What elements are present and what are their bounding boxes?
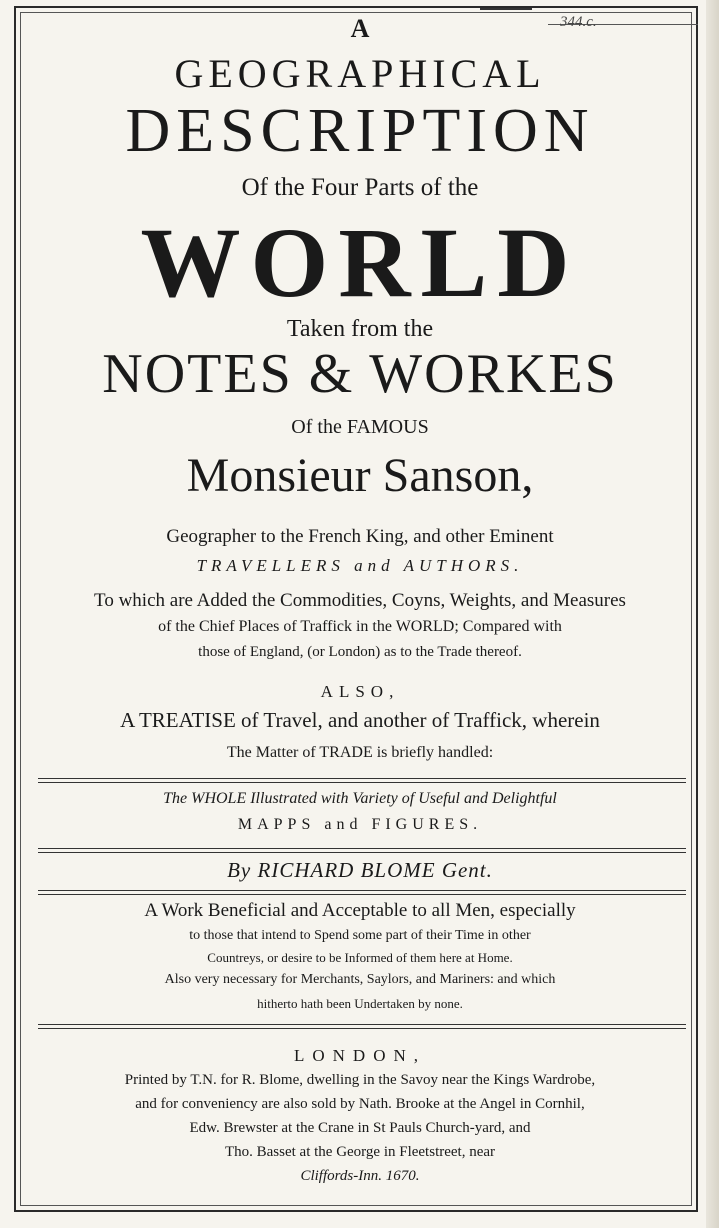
- imprint-2: and for conveniency are also sold by Nath. Brooke at the Angel in Cornhil,: [135, 1096, 585, 1112]
- imprint-3: Edw. Brewster at the Crane in St Pauls Church-yard, and: [189, 1120, 531, 1136]
- title-taken-from: Taken from the: [286, 316, 434, 342]
- imprint-5: Cliffords-Inn. 1670.: [300, 1168, 420, 1184]
- title-added-2: of the Chief Places of Traffick in the WORLD; Compared with: [158, 618, 562, 635]
- title-work-2: to those that intend to Spend some part of their Time in other: [189, 928, 531, 943]
- title-by-author: By RICHARD BLOME Gent.: [227, 858, 493, 882]
- title-whole-1: The WHOLE Illustrated with Variety of Useful and Delightful: [163, 790, 557, 807]
- title-author-name: Monsieur Sanson,: [186, 449, 534, 502]
- title-world: WORLD: [140, 207, 580, 318]
- imprint-4: Tho. Basset at the George in Fleetstreet, near: [224, 1144, 496, 1160]
- title-also: ALSO,: [320, 682, 400, 701]
- title-work-4: Also very necessary for Merchants, Saylors, and Mariners: and which: [164, 972, 556, 987]
- rule-1: [38, 778, 686, 783]
- title-notes-workes: NOTES & WORKES: [102, 343, 618, 405]
- title-geographer: Geographer to the French King, and other Eminent: [166, 526, 554, 547]
- title-article: A: [350, 14, 370, 43]
- title-work-1: A Work Beneficial and Acceptable to all Men, especially: [144, 900, 576, 921]
- title-added-1: To which are Added the Commodities, Coyns, Weights, and Measures: [94, 590, 626, 611]
- shelf-mark: 344.c.: [560, 14, 597, 30]
- title-description: DESCRIPTION: [125, 97, 595, 165]
- title-work-3: Countreys, or desire to be Informed of them here at Home.: [207, 950, 513, 965]
- rule-4: [38, 1024, 686, 1029]
- title-work-5: hitherto hath been Undertaken by none.: [257, 996, 463, 1011]
- imprint-1: Printed by T.N. for R. Blome, dwelling in the Savoy near the Kings Wardrobe,: [124, 1072, 596, 1088]
- title-treatise-2: The Matter of TRADE is briefly handled:: [226, 744, 494, 761]
- rule-2: [38, 848, 686, 853]
- title-treatise-1: A TREATISE of Travel, and another of Traffick, wherein: [120, 708, 600, 732]
- top-mark: [480, 0, 532, 10]
- title-geographical: GEOGRAPHICAL: [174, 51, 546, 96]
- title-travellers: TRAVELLERS and AUTHORS.: [196, 556, 524, 575]
- title-four-parts: Of the Four Parts of the: [241, 174, 479, 201]
- page-edge: [706, 0, 719, 1228]
- title-added-3: those of England, (or London) as to the Trade thereof.: [198, 644, 522, 660]
- imprint-london: LONDON,: [293, 1046, 427, 1065]
- title-whole-2: MAPPS and FIGURES.: [237, 816, 483, 833]
- title-of-the-famous: Of the FAMOUS: [291, 416, 429, 438]
- rule-3: [38, 890, 686, 895]
